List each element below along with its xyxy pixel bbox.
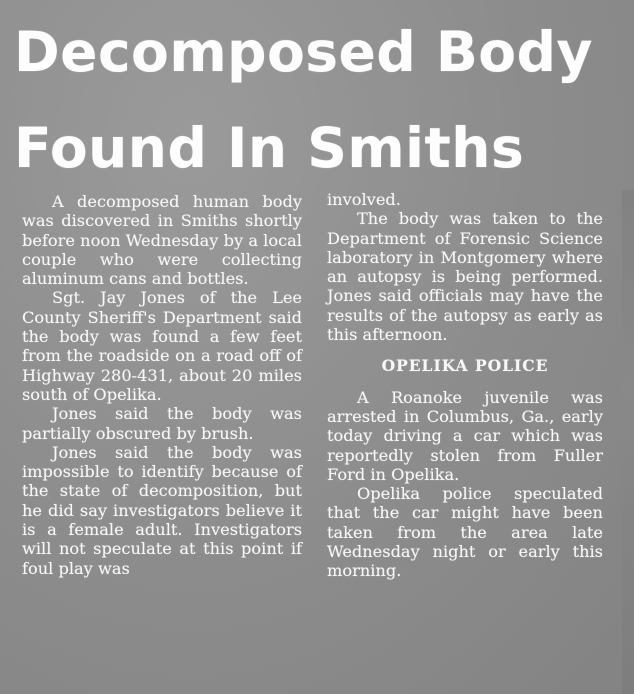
paragraph: Opelika police speculated that the car might have been taken from the area late Wednesday night or early this morning. xyxy=(327,484,603,581)
section-subhead: OPELIKA POLICE xyxy=(381,356,549,376)
paragraph: A Roanoke juvenile was arrested in Columbus, Ga., early today driving a car which was reportedly stolen from Fuller Ford in Opelika. xyxy=(327,387,603,484)
headline-line-1: Decomposed Body xyxy=(14,20,593,84)
left-column xyxy=(22,192,302,578)
paragraph: A decomposed human body was discovered in Smiths shortly before noon Wednesday by a local couple who were collecting aluminum cans and bottles. xyxy=(22,192,302,289)
headline-line-2: Found In Smiths xyxy=(14,116,525,180)
paragraph: Jones said the body was partially obscured by brush. xyxy=(22,404,302,443)
headline xyxy=(14,4,624,196)
adjacent-column-edge xyxy=(622,190,634,694)
paragraph: Sgt. Jay Jones of the Lee County Sheriff's Department said the body was found a few feet from the roadside on a road off of Highway 280-431, about 20 miles south of Opelika. xyxy=(22,288,302,404)
right-column xyxy=(327,190,603,581)
paragraph: Jones said the body was impossible to identify because of the state of decomposition, but he did say investigators believe it is a female adult. Investigators will not speculate at this point if foul play was xyxy=(22,442,302,578)
paragraph: The body was taken to the Department of Forensic Science laboratory in Montgomery where an autopsy is being performed. Jones said officials may have the results of the autopsy as early as this afternoon. xyxy=(327,209,603,345)
paragraph-continued: involved. xyxy=(327,190,401,209)
